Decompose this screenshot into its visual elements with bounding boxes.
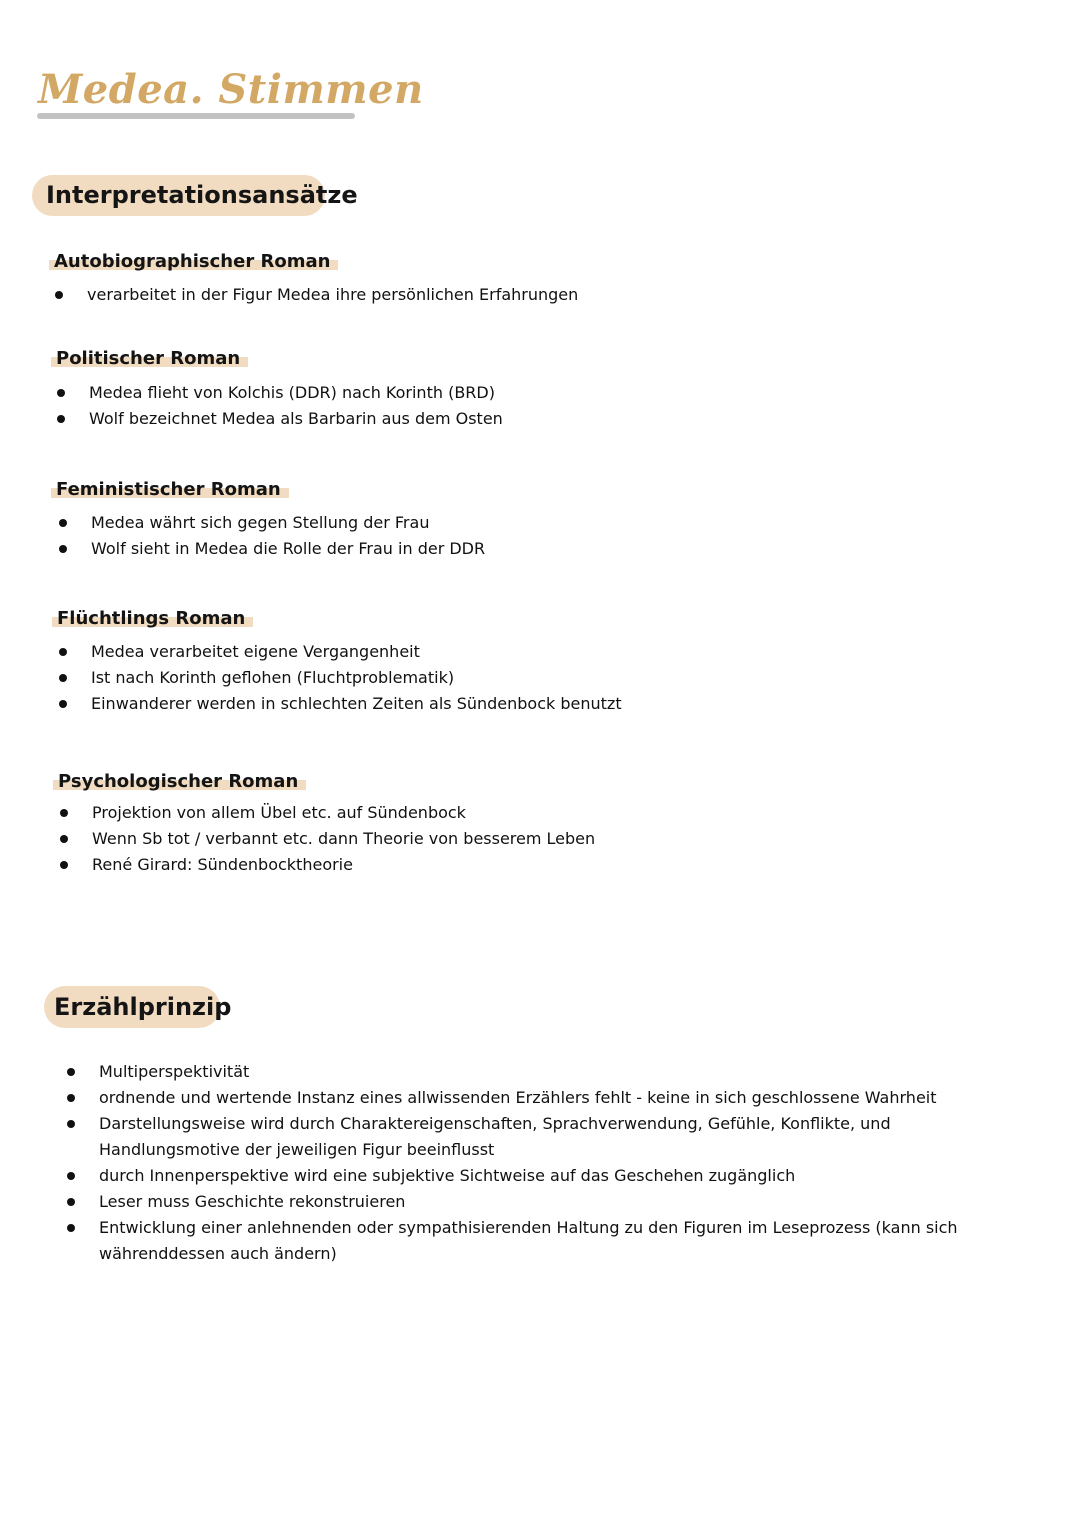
bullet-icon: [59, 674, 67, 682]
list-item: [67, 1059, 987, 1085]
bullet-icon: [59, 648, 67, 656]
list-item-text: Leser muss Geschichte rekonstruieren: [99, 1192, 406, 1211]
list-item-text: Medea verarbeitet eigene Vergangenheit: [91, 642, 420, 661]
bullet-icon: [59, 519, 67, 527]
list-item-text: Wenn Sb tot / verbannt etc. dann Theorie von besserem Leben: [92, 829, 596, 848]
list-item: [59, 536, 485, 562]
bullet-icon: [67, 1120, 75, 1128]
bullet-icon: [67, 1198, 75, 1206]
bullet-icon: [59, 700, 67, 708]
section-heading-erzaehlprinzip: Erzählprinzip: [44, 986, 220, 1028]
bullet-icon: [57, 415, 65, 423]
title-underline: [37, 113, 355, 119]
list-item-text: René Girard: Sündenbocktheorie: [92, 855, 353, 874]
list-item: [57, 406, 503, 432]
list-item: [67, 1189, 987, 1215]
list-politischer-roman: [57, 380, 503, 432]
bullet-icon: [67, 1068, 75, 1076]
subheading-politischer-roman: Politischer Roman: [51, 348, 248, 370]
list-item: [60, 800, 595, 826]
bullet-icon: [60, 861, 68, 869]
page-title: Medea. Stimmen: [38, 66, 424, 113]
list-item-text: Wolf bezeichnet Medea als Barbarin aus dem Osten: [89, 409, 503, 428]
list-item: [67, 1111, 987, 1163]
subheading-psychologischer-roman: Psychologischer Roman: [53, 771, 306, 793]
bullet-icon: [67, 1094, 75, 1102]
list-item-text: verarbeitet in der Figur Medea ihre persönlichen Erfahrungen: [87, 285, 579, 304]
list-item: [60, 852, 595, 878]
list-item-text: durch Innenperspektive wird eine subjektive Sichtweise auf das Geschehen zugänglich: [99, 1166, 796, 1185]
list-item: [67, 1215, 987, 1267]
list-item-text: Darstellungsweise wird durch Charaktereigenschaften, Sprachverwendung, Gefühle, Konflikte, und Handlungsmotive der jeweiligen Figur beeinflusst: [99, 1114, 891, 1159]
subheading-autobiographischer-roman: Autobiographischer Roman: [49, 251, 338, 273]
bullet-icon: [67, 1224, 75, 1232]
list-item: [67, 1163, 987, 1189]
list-item: [55, 282, 578, 308]
section-heading-interpretationsansaetze: Interpretationsansätze: [32, 175, 325, 216]
list-item: [59, 665, 622, 691]
subheading-feministischer-roman: Feministischer Roman: [51, 479, 289, 501]
list-erzaehlprinzip: [67, 1059, 987, 1267]
bullet-icon: [57, 389, 65, 397]
bullet-icon: [55, 291, 63, 299]
bullet-icon: [60, 809, 68, 817]
list-item-text: Wolf sieht in Medea die Rolle der Frau in der DDR: [91, 539, 486, 558]
list-item-text: Ist nach Korinth geflohen (Fluchtproblematik): [91, 668, 455, 687]
list-feministischer-roman: [59, 510, 485, 562]
list-psychologischer-roman: [60, 800, 595, 878]
list-item: [60, 826, 595, 852]
list-fluechtlings-roman: [59, 639, 622, 717]
list-item-text: Einwanderer werden in schlechten Zeiten als Sündenbock benutzt: [91, 694, 622, 713]
bullet-icon: [67, 1172, 75, 1180]
bullet-icon: [60, 835, 68, 843]
bullet-icon: [59, 545, 67, 553]
list-item-text: Entwicklung einer anlehnenden oder sympathisierenden Haltung zu den Figuren im Leseprozess (kann sich währenddessen auch ändern): [99, 1218, 958, 1263]
list-item: [59, 639, 622, 665]
list-item-text: Medea währt sich gegen Stellung der Frau: [91, 513, 430, 532]
list-autobiographischer-roman: [55, 282, 578, 308]
list-item-text: Projektion von allem Übel etc. auf Sündenbock: [92, 803, 466, 822]
list-item: [57, 380, 503, 406]
subheading-fluechtlings-roman: Flüchtlings Roman: [52, 608, 253, 630]
list-item: [67, 1085, 987, 1111]
list-item-text: ordnende und wertende Instanz eines allwissenden Erzählers fehlt - keine in sich geschlossene Wahrheit: [99, 1088, 937, 1107]
list-item-text: Multiperspektivität: [99, 1062, 250, 1081]
list-item: [59, 691, 622, 717]
list-item: [59, 510, 485, 536]
list-item-text: Medea flieht von Kolchis (DDR) nach Korinth (BRD): [89, 383, 495, 402]
